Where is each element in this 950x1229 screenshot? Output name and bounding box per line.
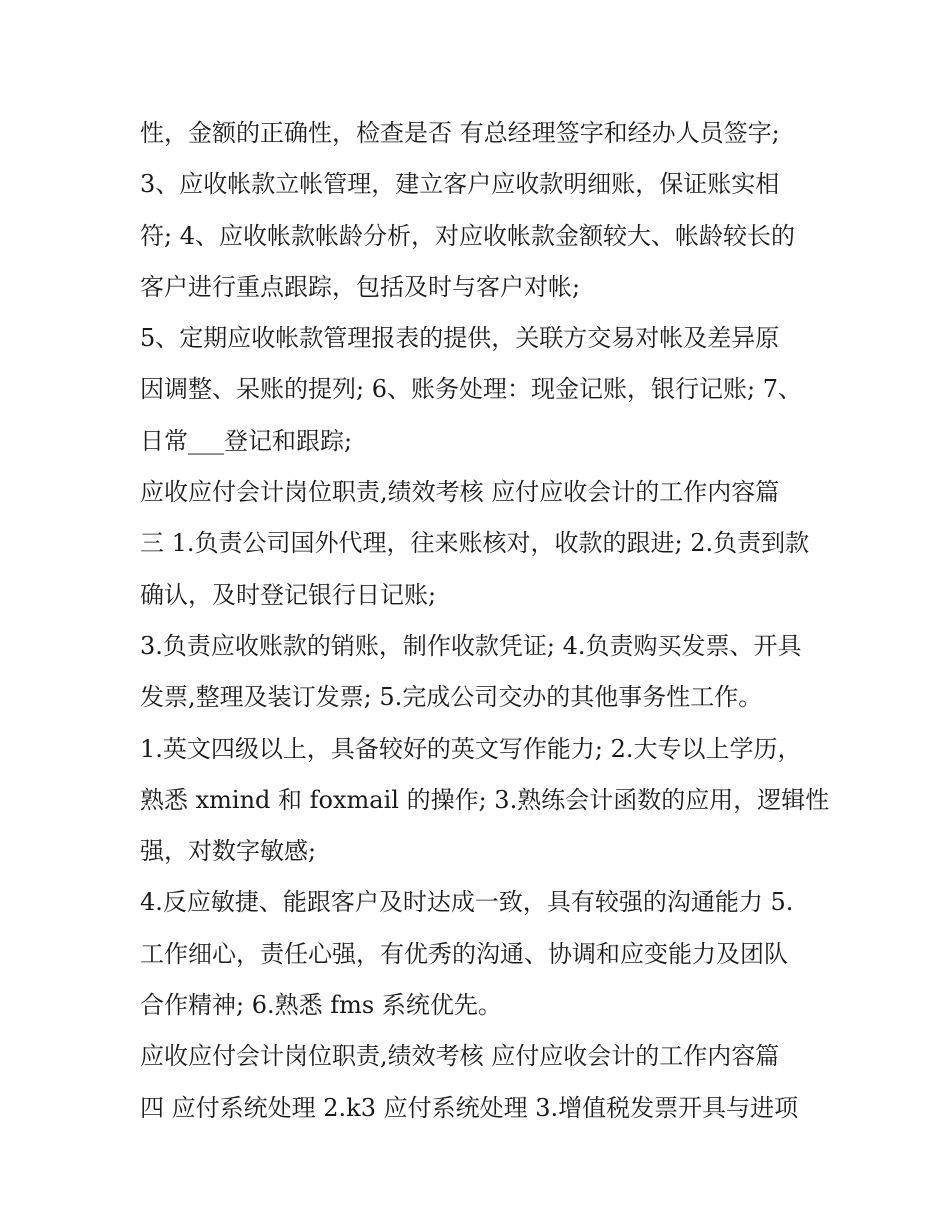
text-line: 工作细心，责任心强，有优秀的沟通、协调和应变能力及团队 — [140, 939, 788, 968]
text-line: 发票,整理及装订发票; 5.完成公司交办的其他事务性工作。 — [140, 683, 763, 712]
text-line: 日常___登记和跟踪; — [140, 426, 353, 455]
text-line: 四 应付系统处理 2.k3 应付系统处理 3.增值税发票开具与进项 — [140, 1093, 799, 1122]
section-heading-line: 应收应付会计岗位职责,绩效考核 应付应收会计的工作内容篇 — [140, 478, 780, 507]
text-line: 熟悉 xmind 和 foxmail 的操作; 3.熟练会计函数的应用，逻辑性 — [140, 785, 830, 814]
text-line: 因调整、呆账的提列; 6、账务处理：现金记账，银行记账; 7、 — [140, 375, 802, 404]
text-line: 确认，及时登记银行日记账; — [140, 580, 437, 609]
text-line: 强，对数字敏感; — [140, 837, 317, 866]
body-text — [140, 108, 830, 1134]
text-line: 符; 4、应收帐款帐龄分析，对应收帐款金额较大、帐龄较长的 — [140, 221, 795, 250]
text-line: 5、定期应收帐款管理报表的提供，关联方交易对帐及差异原 — [140, 324, 780, 353]
text-line: 3、应收帐款立帐管理，建立客户应收款明细账，保证账实相 — [140, 170, 780, 199]
text-line: 性，金额的正确性，检查是否 有总经理签字和经办人员签字; — [140, 119, 780, 147]
text-line: 3.负责应收账款的销账，制作收款凭证; 4.负责购买发票、开具 — [140, 631, 802, 660]
text-line: 三 1.负责公司国外代理，往来账核对，收款的跟进; 2.负责到款 — [140, 529, 810, 558]
text-line: 合作精神; 6.熟悉 fms 系统优先。 — [140, 991, 502, 1020]
text-line: 客户进行重点跟踪，包括及时与客户对帐; — [140, 272, 581, 301]
section-heading-line: 应收应付会计岗位职责,绩效考核 应付应收会计的工作内容篇 — [140, 1042, 780, 1071]
text-line: 4.反应敏捷、能跟客户及时达成一致，具有较强的沟通能力 5. — [140, 888, 794, 917]
text-line: 1.英文四级以上，具备较好的英文写作能力; 2.大专以上学历， — [140, 734, 802, 763]
